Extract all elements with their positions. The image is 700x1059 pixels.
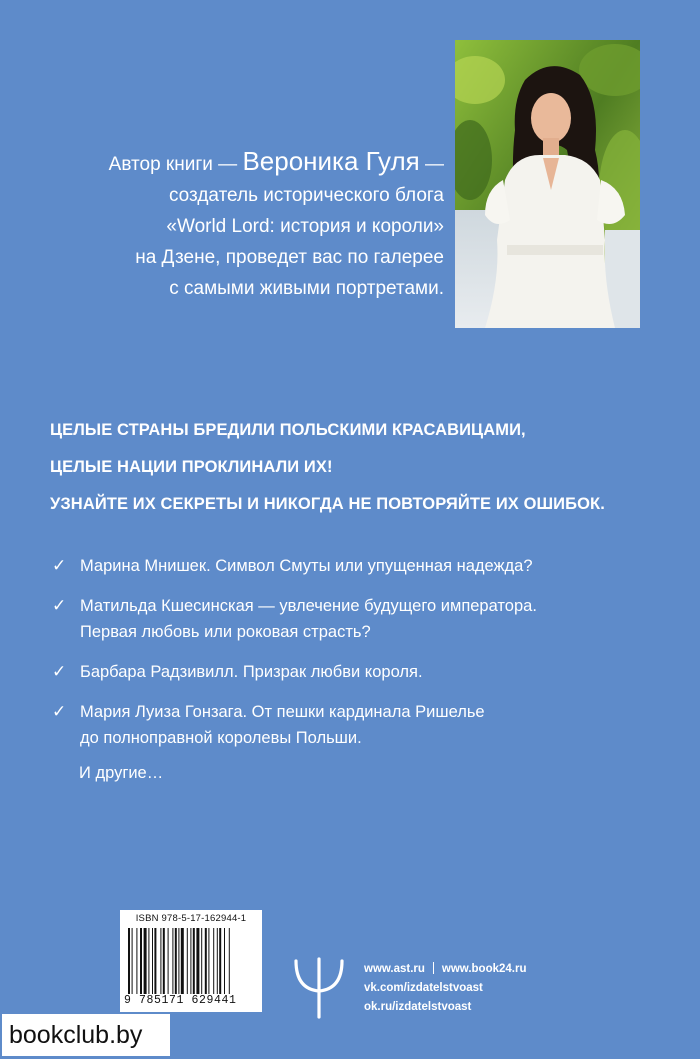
watermark: bookclub.by bbox=[2, 1014, 170, 1056]
barcode-bar bbox=[132, 928, 133, 994]
links-row bbox=[364, 960, 526, 979]
link-ast[interactable]: www.ast.ru bbox=[364, 963, 425, 975]
list-item-text: Барбара Радзивилл. Призрак любви короля. bbox=[80, 663, 423, 681]
headline-line: УЗНАЙТЕ ИХ СЕКРЕТЫ И НИКОГДА НЕ ПОВТОРЯЙТЕ ИХ ОШИБОК. bbox=[50, 495, 605, 513]
barcode-bar bbox=[205, 928, 207, 994]
barcode-bar bbox=[208, 928, 209, 994]
author-intro-first-line bbox=[64, 146, 444, 180]
chapter-list bbox=[52, 553, 672, 765]
barcode-bar bbox=[172, 928, 173, 994]
list-item bbox=[52, 699, 672, 751]
link-vk[interactable]: vk.com/izdatelstvoast bbox=[364, 982, 483, 994]
list-item-text: Мария Луиза Гонзага. От пешки кардинала Ришелье bbox=[80, 703, 485, 721]
link-book24[interactable]: www.book24.ru bbox=[441, 963, 527, 975]
author-intro-line: создатель исторического блога bbox=[168, 185, 444, 206]
headline bbox=[50, 412, 670, 523]
barcode-bar bbox=[217, 928, 218, 994]
check-icon: ✓ bbox=[52, 702, 67, 721]
barcode bbox=[120, 910, 262, 1012]
list-item-text: до полноправной королевы Польши. bbox=[80, 729, 362, 747]
barcode-bar bbox=[154, 928, 156, 994]
barcode-bar bbox=[152, 928, 153, 994]
barcode-bar bbox=[148, 928, 149, 994]
author-name: Вероника Гуля bbox=[242, 146, 420, 176]
barcode-bar bbox=[193, 928, 195, 994]
barcode-bar bbox=[160, 928, 161, 994]
author-intro-line: на Дзене, проведет вас по галерее bbox=[135, 247, 444, 268]
publisher-links bbox=[364, 960, 526, 1017]
barcode-bar bbox=[181, 928, 184, 994]
list-item bbox=[52, 659, 672, 685]
author-photo bbox=[455, 40, 640, 328]
barcode-bar bbox=[201, 928, 202, 994]
barcode-digits: 9 785171 629441 bbox=[124, 994, 237, 1007]
barcode-bar bbox=[196, 928, 199, 994]
link-ok[interactable]: ok.ru/izdatelstvoast bbox=[364, 1001, 472, 1013]
isbn-number: ISBN 978-5-17-162944-1 bbox=[135, 913, 247, 924]
barcode-bars bbox=[126, 928, 256, 994]
barcode-bar bbox=[168, 928, 169, 994]
barcode-bar bbox=[219, 928, 221, 994]
author-intro-line: с самыми живыми портретами. bbox=[169, 278, 444, 299]
barcode-bar bbox=[136, 928, 137, 994]
barcode-bar bbox=[140, 928, 142, 994]
barcode-bar bbox=[224, 928, 225, 994]
author-photo-illustration bbox=[455, 40, 640, 328]
author-intro-prefix: Автор книги — bbox=[108, 154, 238, 175]
barcode-bar bbox=[190, 928, 191, 994]
barcode-bar bbox=[163, 928, 165, 994]
barcode-bar bbox=[128, 928, 130, 994]
list-item bbox=[52, 553, 672, 579]
author-intro-suffix: — bbox=[425, 154, 444, 175]
barcode-bar bbox=[187, 928, 188, 994]
author-intro-line: «World Lord: история и короли» bbox=[166, 216, 444, 237]
list-item-text: Первая любовь или роковая страсть? bbox=[80, 623, 371, 641]
headline-line: ЦЕЛЫЕ СТРАНЫ БРЕДИЛИ ПОЛЬСКИМИ КРАСАВИЦАМИ, bbox=[50, 421, 526, 439]
others-note: И другие… bbox=[79, 764, 164, 782]
barcode-bar bbox=[213, 928, 214, 994]
check-icon: ✓ bbox=[52, 556, 67, 575]
link-separator bbox=[433, 962, 434, 974]
barcode-bar bbox=[229, 928, 230, 994]
author-intro bbox=[64, 146, 444, 304]
barcode-bar bbox=[178, 928, 179, 994]
list-item-text: Марина Мнишек. Символ Смуты или упущенная надежда? bbox=[80, 557, 533, 575]
barcode-bar bbox=[175, 928, 177, 994]
list-item bbox=[52, 593, 672, 645]
list-item-text: Матильда Кшесинская — увлечение будущего императора. bbox=[80, 597, 537, 615]
barcode-bar bbox=[144, 928, 147, 994]
check-icon: ✓ bbox=[52, 596, 67, 615]
check-icon: ✓ bbox=[52, 662, 67, 681]
publisher-logo-icon bbox=[290, 955, 348, 1019]
headline-line: ЦЕЛЫЕ НАЦИИ ПРОКЛИНАЛИ ИХ! bbox=[50, 458, 333, 476]
